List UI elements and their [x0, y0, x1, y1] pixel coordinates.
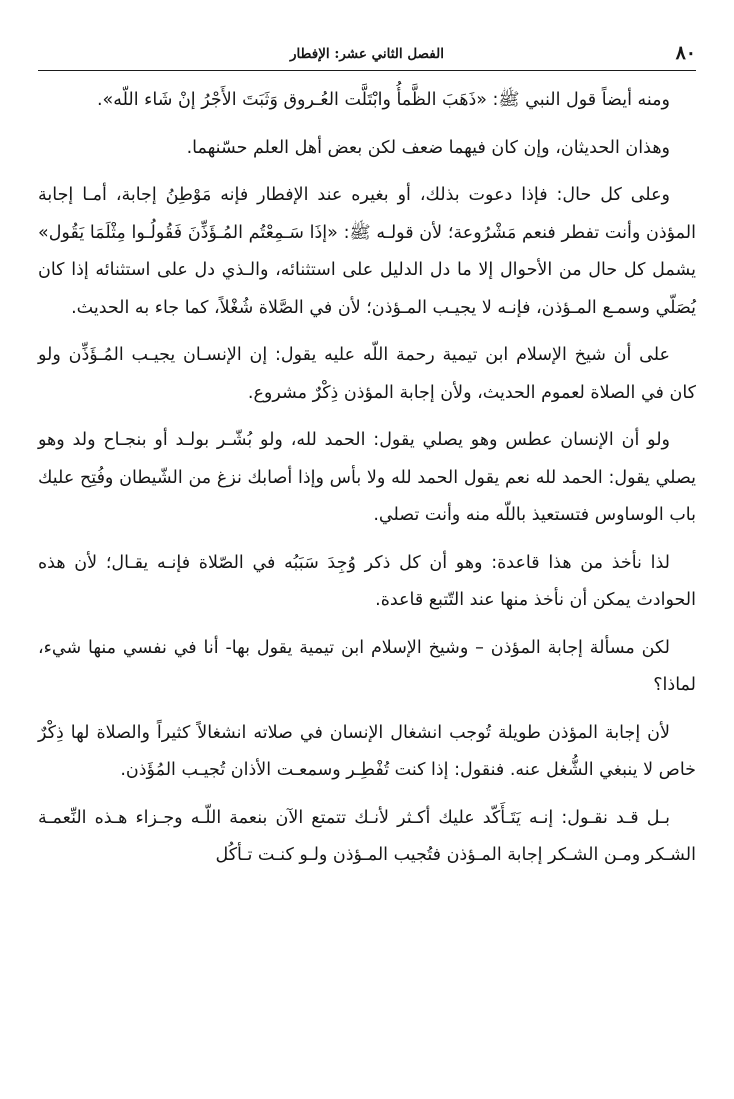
paragraph: لأن إجابة المؤذن طويلة تُوجب انشغال الإنسان في صلاته انشغالاً كثيراً والصلاة لها ذِكْرٌ خاص لا ينبغي الشُّغل عنه. فنقول: إذا كنت تُفْطِـر وسمعـت الأذان تُجيـب المُؤَذن.	[38, 722, 696, 780]
paragraph: لذا نأخذ من هذا قاعدة: وهو أن كل ذكر وُجِدَ سَبَبُه في الصّلاة فإنـه يقـال؛ لأن هذه الحوادث يمكن أن نأخذ منها عند التّتبع قاعدة.	[38, 552, 696, 610]
running-head	[38, 40, 696, 71]
body-text	[38, 82, 696, 885]
paragraph: ومنه أيضاً قول النبي ﷺ: «ذَهَبَ الظَّمأُ وابْتَلَّت العُـروق وَثَبَتَ الأَجْرُ إنْ شَاء اللّه».	[96, 90, 670, 110]
paragraph: وعلى كل حال: فإذا دعوت بذلك، أو بغيره عند الإفطار فإنه مَوْطِنُ إجابة، أمـا إجابة المؤذن وأنت تفطر فنعم مَشْرُوعة؛ لأن قولـه ﷺ: «إذَا سَـمِعْتُم المُـؤَذِّنَ فَقُولُـوا مِثْلَمَا يَقُول» يشمل كل حال من الأحوال إلا ما دل الدليل على استثنائه، والـذي دل على استثنائه إذا كان يُصَلّي وسمـع المـؤذن، فإنـه لا يجيـب المـؤذن؛ لأن في الصَّلاة شُغْلاً، كما جاء به الحديث.	[38, 185, 696, 318]
paragraph: بـل قـد نقـول: إنـه يَتَـأَكّد عليك أكـثر لأنـك تتمتع الآن بنعمة اللّـه وجـزاء هـذه النِّعمـة الشـكر ومـن الشـكر إجابة المـؤذن فتُجيب المـؤذن ولـو كنـت تـأكُل	[38, 807, 696, 865]
paragraph: على أن شيخ الإسلام ابن تيمية رحمة اللّه عليه يقول: إن الإنسـان يجيـب المُـؤَذِّن ولو كان في الصلاة لعموم الحديث، ولأن إجابة المؤذن ذِكْرٌ مشروع.	[38, 345, 696, 403]
chapter-title: الفصل الثاني عشر: الإفطار	[290, 46, 444, 62]
page-number: ٨٠	[675, 42, 696, 64]
paragraph: لكن مسألة إجابة المؤذن – وشيخ الإسلام ابن تيمية يقول بها- أنا في نفسي منها شيء، لماذا؟	[38, 637, 696, 695]
paragraph: ولو أن الإنسان عطس وهو يصلي يقول: الحمد لله، ولو بُشّـر بولـد أو بنجـاح ولد وهو يصلي يقول: الحمد لله نعم يقول الحمد لله ولا بأس وإذا أصابك نزغ من الشّيطان وفُتِح عليك باب الوساوس فتستعيذ باللّه منه وأنت تصلي.	[38, 430, 696, 525]
paragraph: وهذان الحديثان، وإن كان فيهما ضعف لكن بعض أهل العلم حسّنهما.	[186, 137, 670, 158]
